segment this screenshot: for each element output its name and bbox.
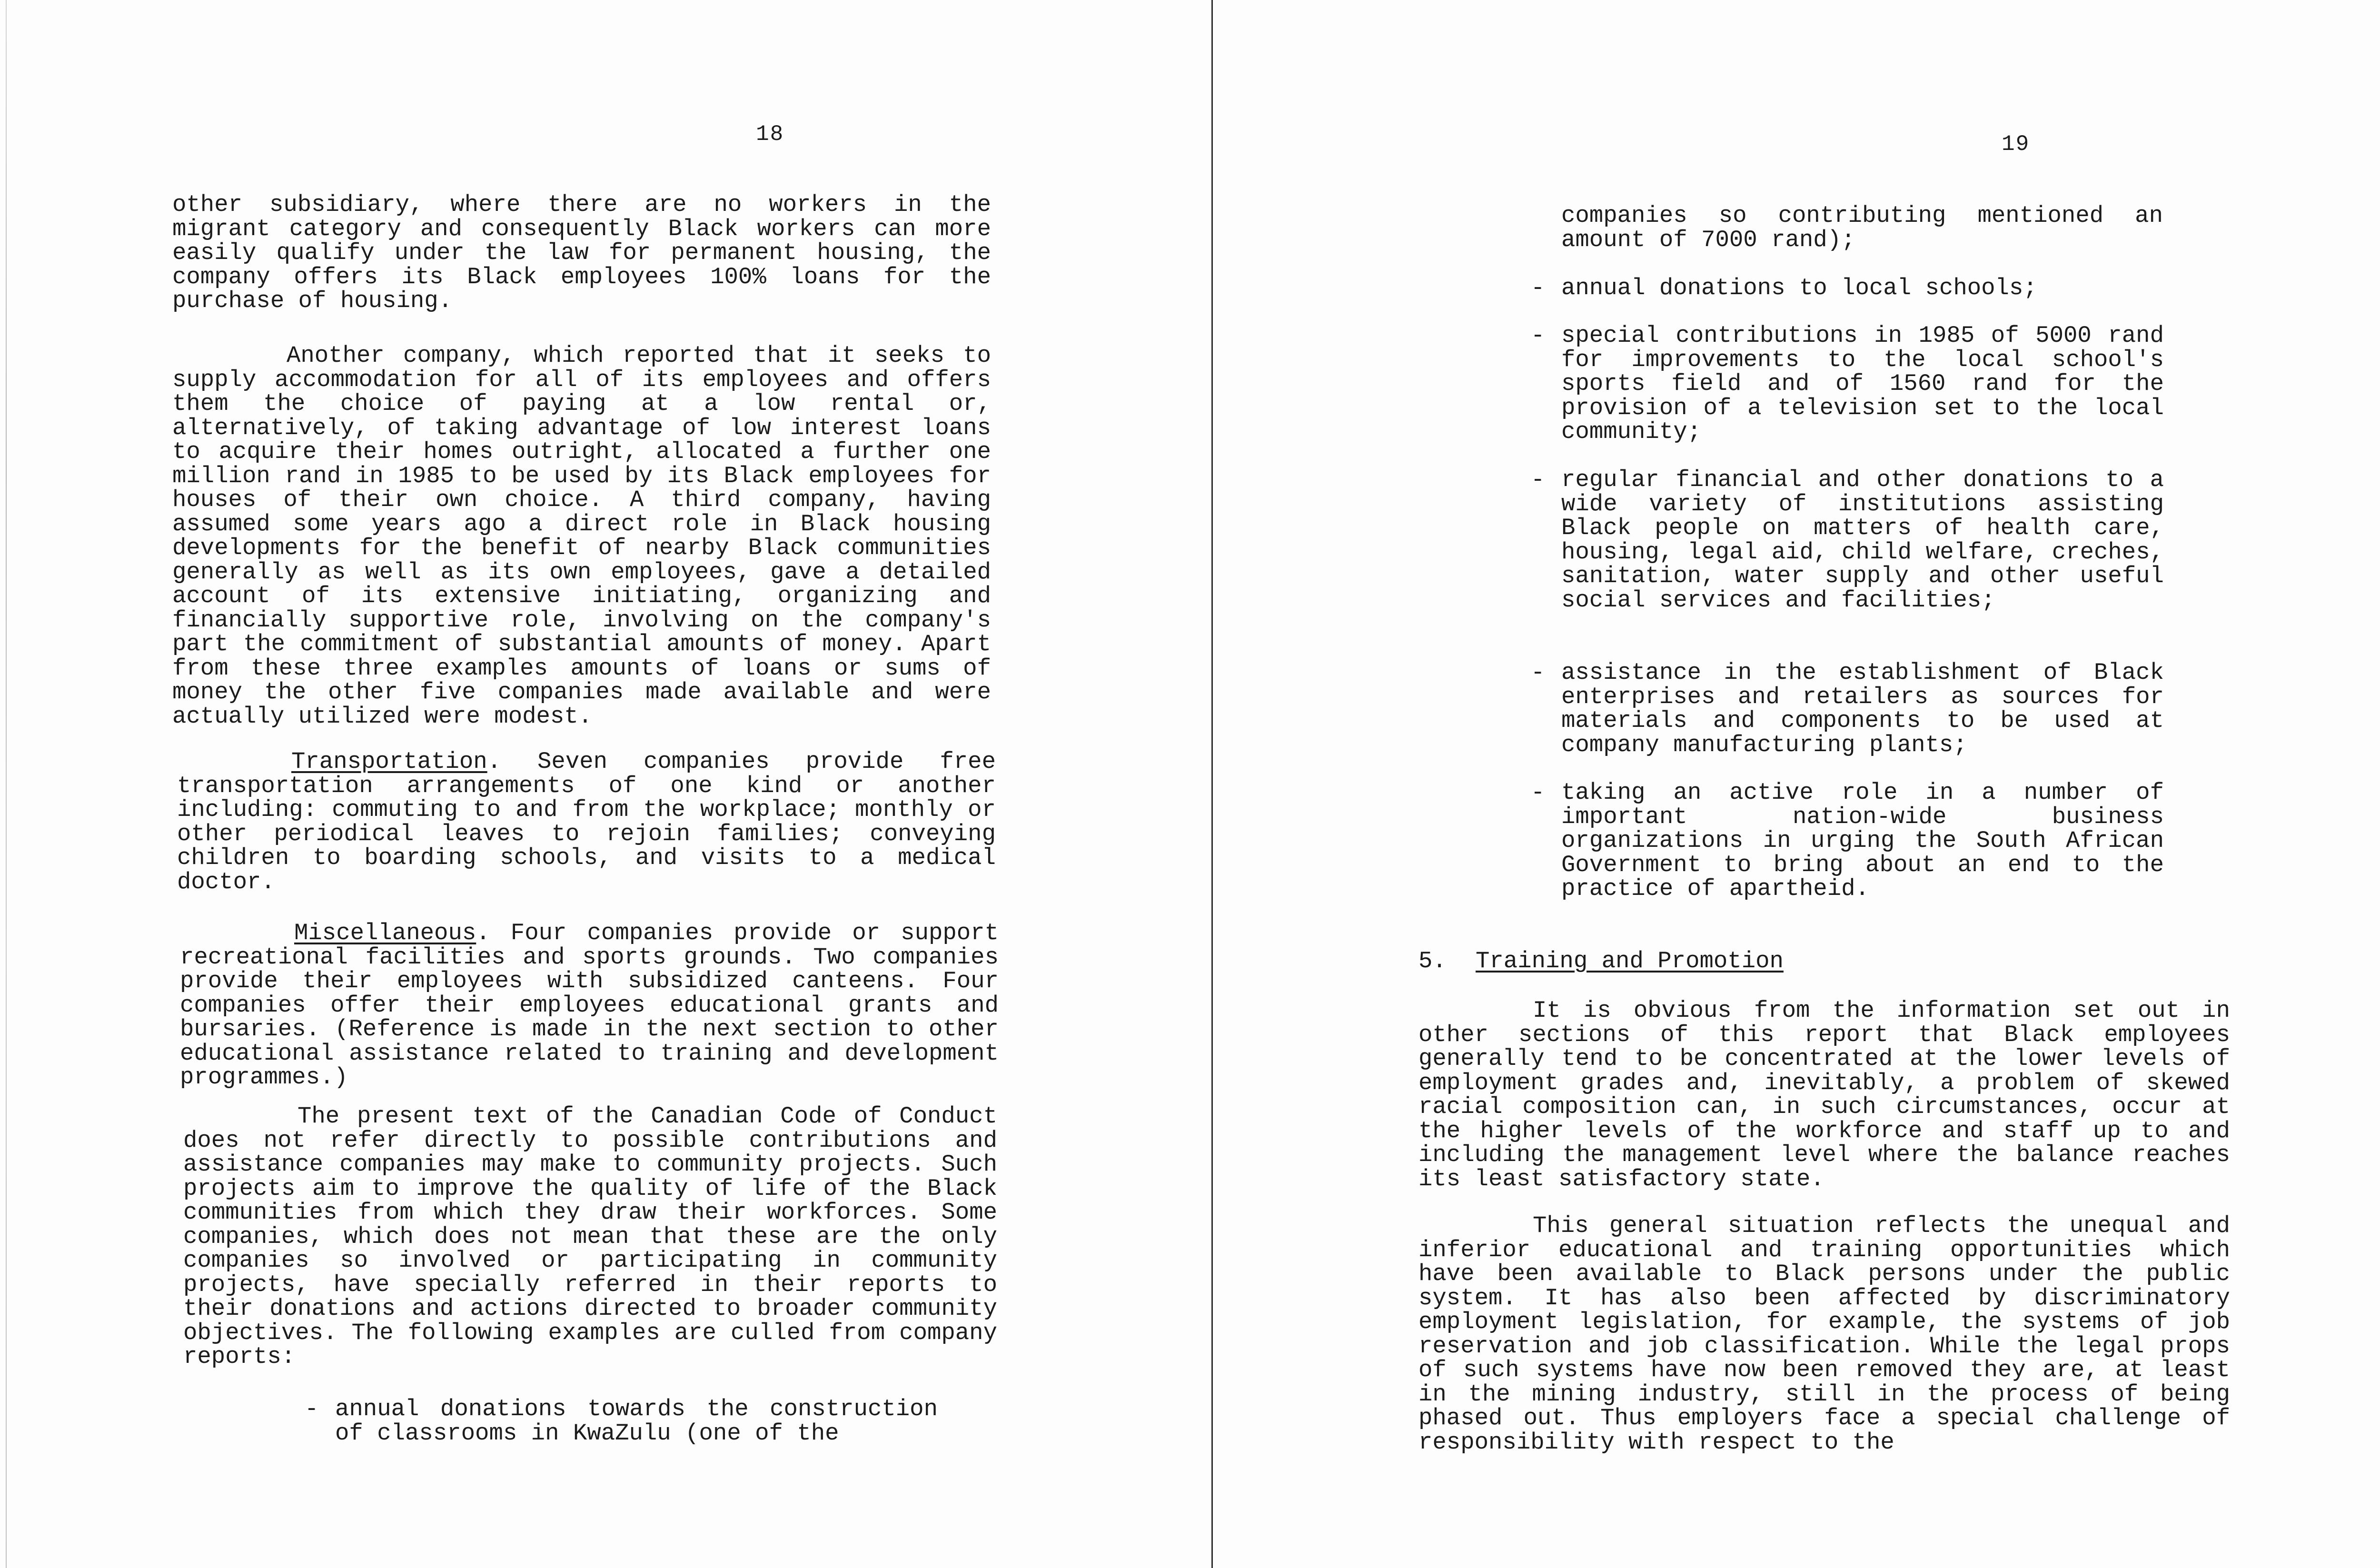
bullet-dash: - bbox=[1531, 779, 1545, 806]
paragraph-housing-companies: Another company, which reported that it seeks to supply accommodation for all of its employees and offers them the choice of paying at a low rental or, alternatively, of taking advantage of low interest loans to acquire their homes outright, allocated a further one million rand in 1985 to be used by its Black employees for houses of their own choice. A third company, having assumed some years ago a direct role in Black housing developments for the benefit of nearby Black communities generally as well as its own employees, gave a detailed account of its extensive initiating, organizing and financially supportive role, involving on the company's part the commitment of substantial amounts of money. Apart from these three examples amounts of loans or sums of money the other five companies made available and were actually utilized were modest. bbox=[172, 342, 991, 730]
bullet-dash: - bbox=[1531, 275, 1545, 301]
right-page bbox=[1213, 0, 2380, 1568]
transportation-text: . Seven companies provide free transportation arrangements of one kind or another including: commuting to and from the workplace; monthly or other periodical leaves to rejoin families; conveying children to boarding schools, and visits to a medical doctor. bbox=[177, 748, 996, 895]
paragraph-black-employees-levels: It is obvious from the information set out in other sections of this report that Black employees generally tend to be concentrated at the lower levels of employment grades and, inevitably, a problem of skewed racial composition can, in such circumstances, occur at the higher levels of the workforce and staff up to and including the management level where the balance reaches its least satisfactory state. bbox=[1418, 997, 2230, 1192]
paragraph-general-situation: This general situation reflects the unequal and inferior educational and training opportunities which have been available to Black persons under the public system. It has also been affected by discriminatory employment legislation, for example, the systems of job reservation and job classification. While the legal props of such systems have now been removed they are, at least in the mining industry, still in the process of being phased out. Thus employers face a special challenge of responsibility with respect to the bbox=[1418, 1212, 2230, 1456]
paragraph-housing-loans: other subsidiary, where there are no workers in the migrant category and consequently Black workers can more easily qualify under the law for permanent housing, the company offers its Black employees 100% loans for the purchase of housing. bbox=[172, 191, 991, 314]
bullet-dash: - bbox=[1531, 322, 1545, 349]
page-number-left: 18 bbox=[756, 122, 784, 147]
paragraph-transportation bbox=[177, 750, 996, 894]
bullet-text: assistance in the establishment of Black enterprises and retailers as sources for materials and components to be used at company manufacturing plants; bbox=[1561, 659, 2164, 758]
miscellaneous-text: . Four companies provide or support recreational facilities and sports grounds. Two companies provide their employees with subsidized canteens. Four companies offer their employees educational grants and bursaries. (Reference is made in the next section to other educational assistance related to training and development programmes.) bbox=[180, 920, 999, 1091]
bullet-text: taking an active role in a number of important nation-wide business organizations in urging the South African Government to bring about an end to the practice of apartheid. bbox=[1561, 779, 2164, 902]
bullet-dash: - bbox=[305, 1396, 319, 1422]
transportation-heading: Transportation bbox=[291, 748, 487, 775]
section-heading-training bbox=[1418, 949, 1784, 973]
section-title: Training and Promotion bbox=[1476, 948, 1784, 974]
scan-edge-mark bbox=[6, 0, 7, 1568]
miscellaneous-heading: Miscellaneous bbox=[294, 920, 476, 946]
bullet-continuation: companies so contributing mentioned an amount of 7000 rand); bbox=[1561, 202, 2163, 253]
bullet-dash: - bbox=[1531, 659, 1545, 686]
bullet-text: annual donations to local schools; bbox=[1561, 275, 2037, 301]
paragraph-miscellaneous bbox=[180, 921, 999, 1090]
page-number-right: 19 bbox=[2002, 132, 2030, 157]
bullet-text: annual donations towards the construction of classrooms in KwaZulu (one of the bbox=[335, 1396, 938, 1447]
section-number: 5. bbox=[1418, 948, 1447, 974]
bullet-dash: - bbox=[1531, 466, 1545, 493]
paragraph-community-projects: The present text of the Canadian Code of Conduct does not refer directly to possible contributions and assistance companies may make to community projects. Such projects aim to improve the quality of life of the Black communities from which they draw their workforces. Some companies, which does not mean that these are the only companies so involved or participating in community projects, have specially referred in their reports to their donations and actions directed to broader community objectives. The following examples are culled from company reports: bbox=[183, 1103, 997, 1370]
bullet-text: special contributions in 1985 of 5000 rand for improvements to the local school's sports field and of 1560 rand for the provision of a television set to the local community; bbox=[1561, 322, 2164, 445]
bullet-text: regular financial and other donations to a wide variety of institutions assisting Black people on matters of health care, housing, legal aid, child welfare, creches, sanitation, water supply and other useful social services and facilities; bbox=[1561, 466, 2164, 614]
